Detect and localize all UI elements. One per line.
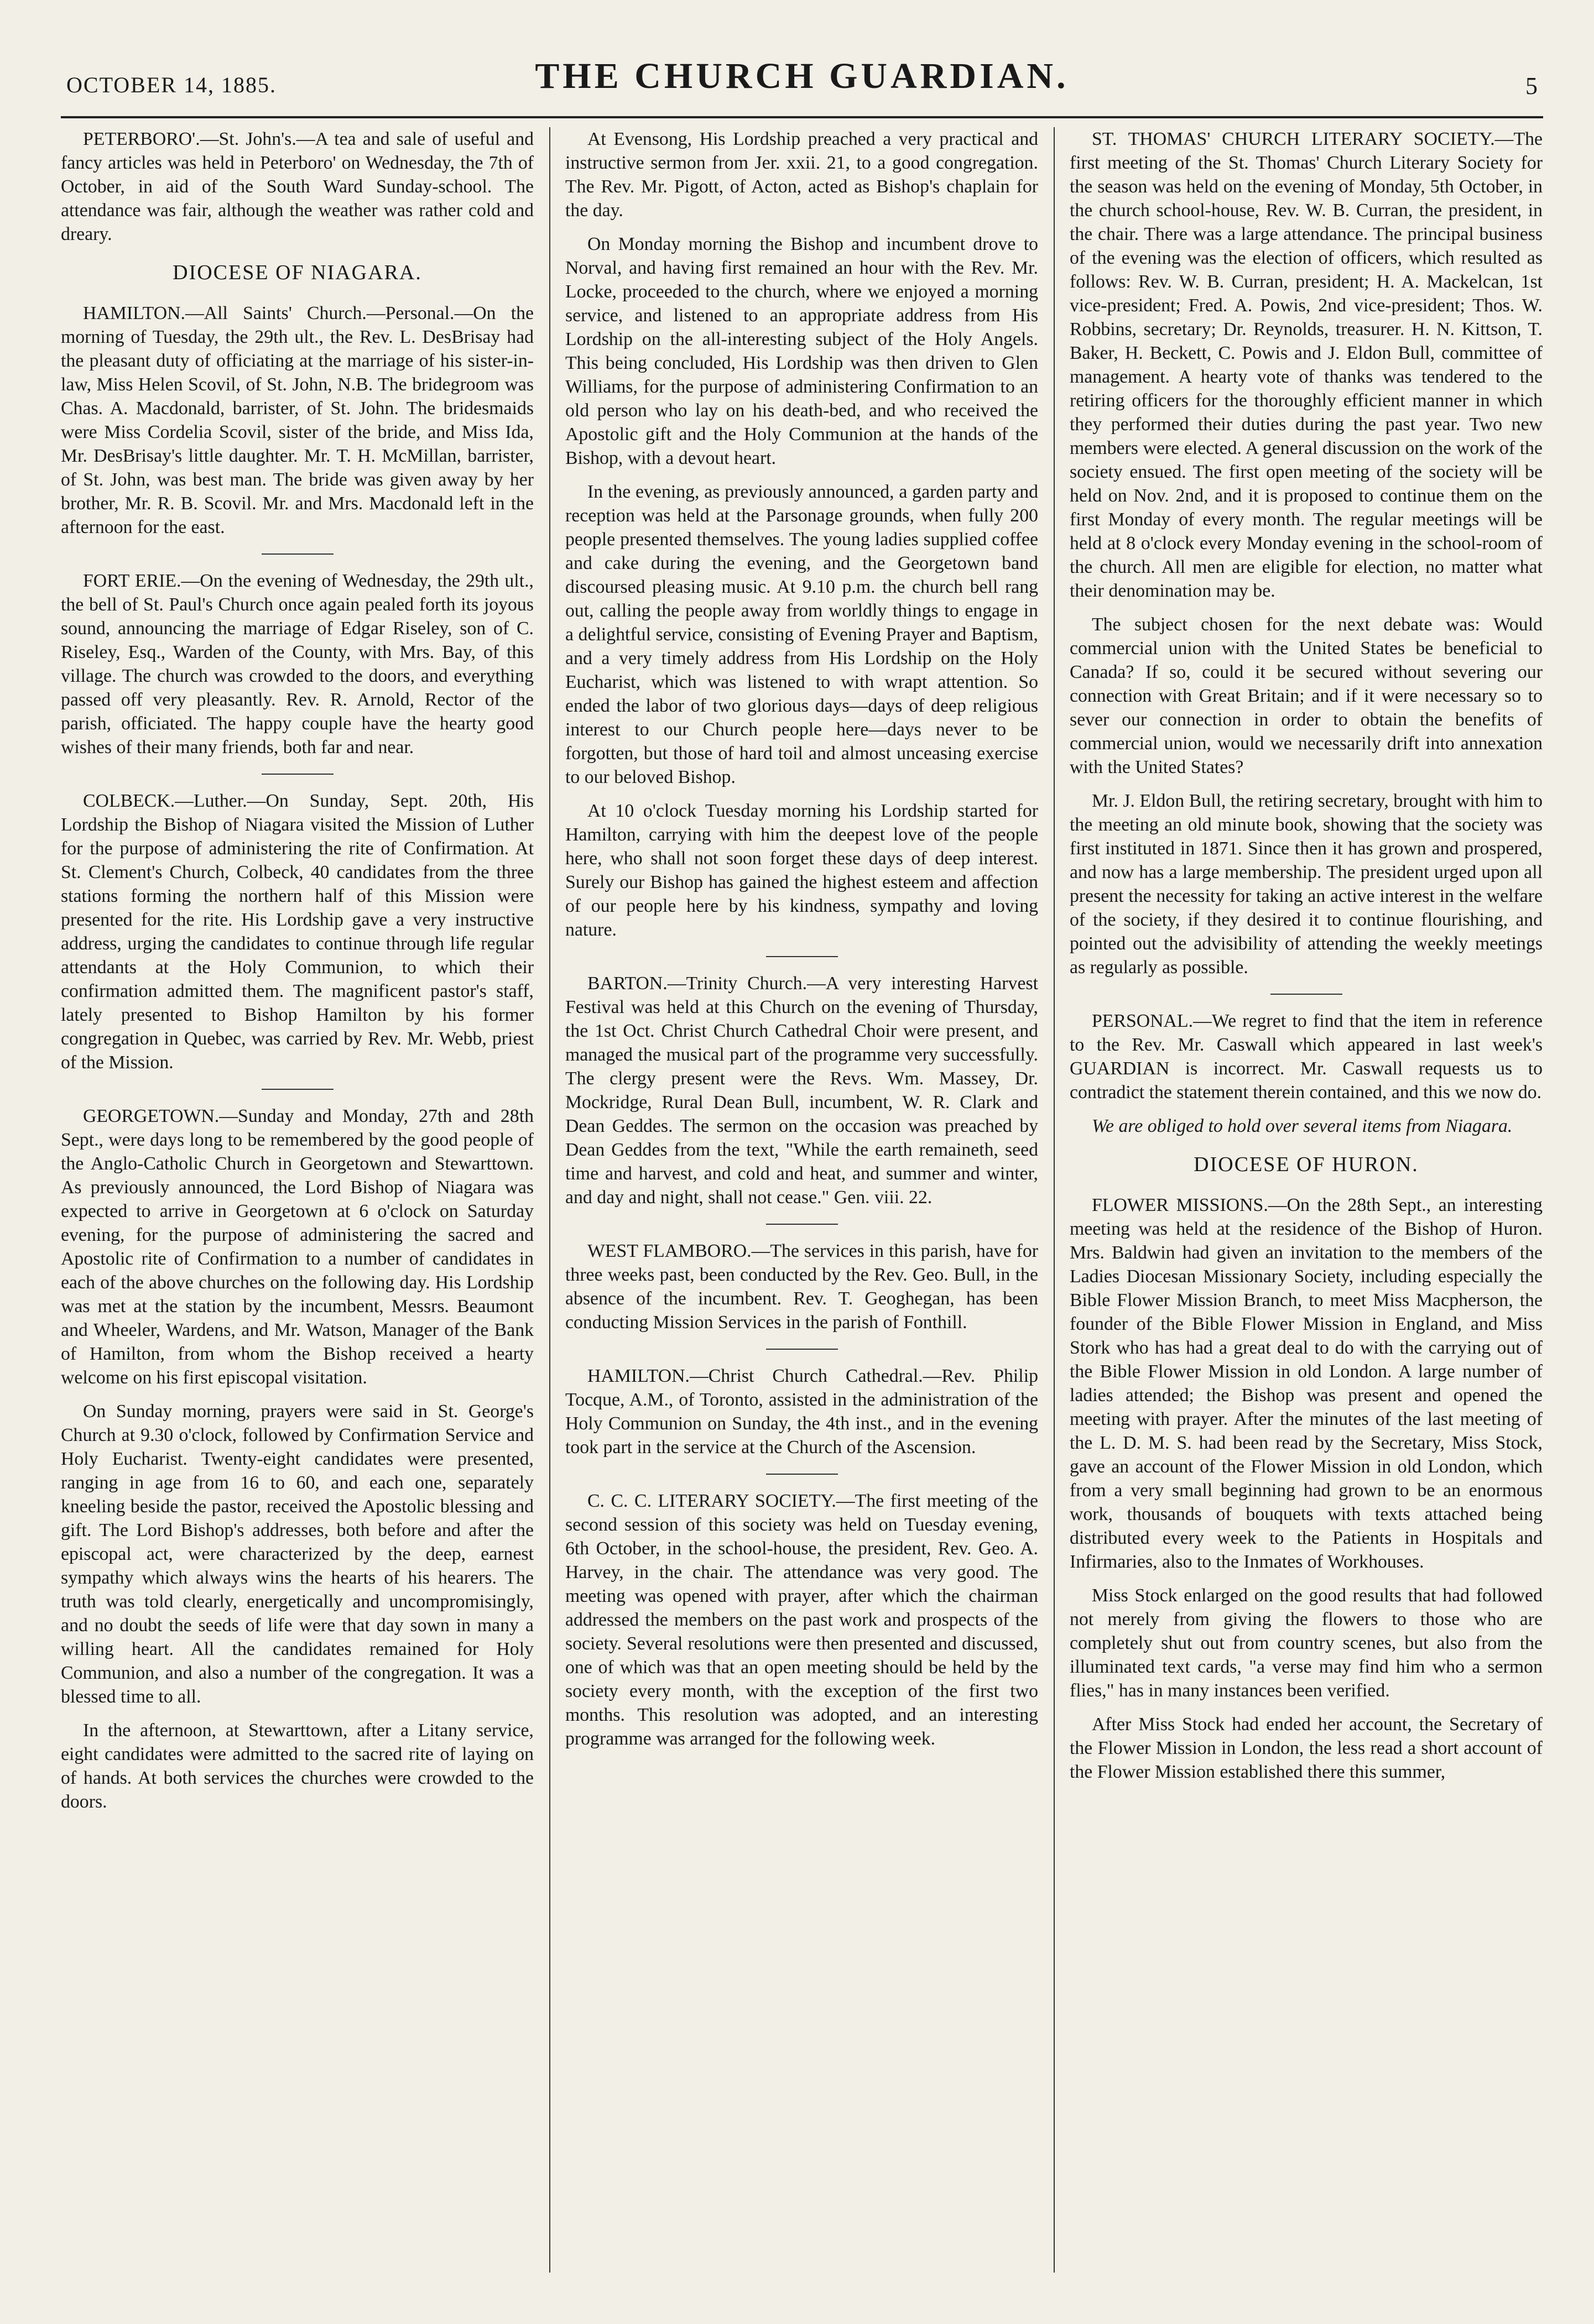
column-1 bbox=[61, 127, 534, 2273]
article-minute-book: Mr. J. Eldon Bull, the retiring secretary, brought with him to the meeting an old minute book, showing that the society was first instituted in 1871. Since then it has grown and prospered, and now has a large membership. The president urged upon all present the necessity for taking an active interest in the welfare of the society, if they desired it to continue flourishing, and pointed out the advisibility of attending the weekly meetings as regularly as possible. bbox=[1070, 791, 1543, 978]
article-columns bbox=[61, 127, 1543, 2273]
divider bbox=[766, 1349, 838, 1350]
section-heading-niagara: DIOCESE OF NIAGARA. bbox=[173, 261, 422, 284]
masthead-title: THE CHURCH GUARDIAN. bbox=[535, 56, 1069, 96]
editorial-note: We are obliged to hold over several items from Niagara. bbox=[1092, 1116, 1513, 1136]
page-number: 5 bbox=[1525, 72, 1538, 100]
divider bbox=[1270, 994, 1342, 995]
article-fort-erie: FORT ERIE.—On the evening of Wednesday, the 29th ult., the bell of St. Paul's Church once again pealed forth its joyous sound, announcing the marriage of Edgar Riseley, son of C. Riseley, Esq., Warden of the County, with Mrs. Bay, of this village. The church was crowded to the doors, and everything passed off very pleasantly. Rev. R. Arnold, Rector of the parish, officiated. The happy couple have the hearty good wishes of their many friends, both far and near. bbox=[61, 571, 534, 758]
article-colbeck: COLBECK.—Luther.—On Sunday, Sept. 20th, His Lordship the Bishop of Niagara visited the Mission of Luther for the purpose of administering the rite of Confirmation. At St. Clement's Church, Colbeck, 40 candidates from the three stations forming the northern half of this Mission were presented for the rite. His Lordship gave a very instructive address, urging the candidates to continue through life regular attendants at the Holy Communion, to which their confirmation admitted them. The magnificent pastor's staff, lately presented to Bishop Hamilton by his former congregation in Quebec, was carried by Rev. Mr. Webb, priest of the Mission. bbox=[61, 791, 534, 1073]
article-georgetown-sunday: On Sunday morning, prayers were said in St. George's Church at 9.30 o'clock, followed by Confirmation Service and Holy Eucharist. Twenty-eight candidates were presented, ranging in age from 16 to 60, and each one, separately kneeling beside the pastor, received the Apostolic blessing and gift. The Lord Bishop's addresses, both before and after the episcopal act, were characterized by the deep, earnest sympathy which always wins the hearts of his hearers. The truth was told clearly, energetically and uncompromisingly, and no doubt the seeds of life were that day sown in many a willing heart. All the candidates remained for Holy Communion, and also a number of the congregation. It was a blessed time to all. bbox=[61, 1401, 534, 1707]
column-rule bbox=[1054, 127, 1055, 2273]
divider bbox=[766, 956, 838, 957]
article-west-flamboro: WEST FLAMBORO.—The services in this parish, have for three weeks past, been conducted by the Rev. Geo. Bull, in the absence of the incumbent. Rev. T. Geoghegan, has been conducting Mission Services in the parish of Fonthill. bbox=[565, 1241, 1038, 1333]
column-rule bbox=[549, 127, 550, 2273]
article-georgetown-afternoon: In the afternoon, at Stewarttown, after a Litany service, eight candidates were admitted to the sacred rite of laying on of hands. At both services the churches were crowded to the doors. bbox=[61, 1720, 534, 1812]
article-ccc-literary-society: C. C. C. LITERARY SOCIETY.—The first meeting of the second session of this society was held on Tuesday evening, 6th October, in the school-house, the president, Rev. Geo. A. Harvey, in the chair. The attendance was very good. The meeting was opened with prayer, after which the chairman addressed the members on the past work and prospects of the society. Several resolutions were then presented and discussed, one of which was that an open meeting should be held by the society every month, with the exception of the first two months. This resolution was adopted, and an interesting programme was arranged for the following week. bbox=[565, 1491, 1038, 1749]
divider bbox=[262, 1089, 334, 1090]
article-georgetown-evensong: At Evensong, His Lordship preached a very practical and instructive sermon from Jer. xxii. 21, to a good congregation. The Rev. Mr. Pigott, of Acton, acted as Bishop's chaplain for the day. bbox=[565, 129, 1038, 221]
article-personal: PERSONAL.—We regret to find that the item in reference to the Rev. Mr. Caswall which appeared in last week's GUARDIAN is incorrect. Mr. Caswall requests us to contradict the statement therein contained, and this we now do. bbox=[1070, 1011, 1543, 1103]
divider bbox=[262, 774, 334, 775]
article-barton: BARTON.—Trinity Church.—A very interesting Harvest Festival was held at this Church on the evening of Thursday, the 1st Oct. Christ Church Cathedral Choir were present, and managed the musical part of the programme very successfully. The clergy present were the Revs. Wm. Massey, Dr. Mockridge, Rural Dean Bull, incumbent, W. R. Clark and Dean Geddes. The sermon on the occasion was preached by Dean Geddes from the text, "While the earth remaineth, seed time and harvest, and cold and heat, and summer and winter, and day and night, shall not cease." Gen. viii. 22. bbox=[565, 973, 1038, 1208]
article-st-thomas-literary-society: ST. THOMAS' CHURCH LITERARY SOCIETY.—The first meeting of the St. Thomas' Church Literary Society for the season was held on the evening of Monday, 5th October, in the church school-house, Rev. W. B. Curran, the president, in the chair. There was a large attendance. The principal business of the evening was the election of officers, which resulted as follows: Rev. W. B. Curran, president; H. A. Mackelcan, 1st vice-president; Fred. A. Powis, 2nd vice-president; Thos. W. Robbins, secretary; Dr. Reynolds, treasurer. H. N. Kittson, T. Baker, H. Beckett, C. Powis and J. Eldon Bull, committee of management. A hearty vote of thanks was tendered to the retiring officers for the thoroughly efficient manner in which they performed their duties during the past year. Two new members were elected. A general discussion on the work of the society ensued. The first open meeting of the society will be held on Nov. 2nd, and it is proposed to continue them on the first Monday of every month. The regular meetings will be held at 8 o'clock every Monday evening in the school-room of the church. All men are eligible for election, no matter what their denomination may be. bbox=[1070, 129, 1543, 601]
column-2 bbox=[565, 127, 1038, 2273]
article-georgetown-evening: In the evening, as previously announced, a garden party and reception was held at the Parsonage grounds, when fully 200 people presented themselves. The young ladies supplied coffee and cake during the evening, and the Georgetown band discoursed pleasing music. At 9.10 p.m. the church bell rang out, calling the people away from worldly things to engage in a delightful service, consisting of Evening Prayer and Baptism, and a very timely address from His Lordship on the Holy Eucharist, which was listened to with wrapt attention. So ended the labor of two glorious days—days of deep religious interest to our Church people here—days never to be forgotten, but those of hard toil and almost unceasing exercise to our beloved Bishop. bbox=[565, 482, 1038, 787]
section-heading-huron: DIOCESE OF HURON. bbox=[1194, 1153, 1419, 1176]
page-header bbox=[61, 39, 1543, 118]
article-hamilton-all-saints: HAMILTON.—All Saints' Church.—Personal.—On the morning of Tuesday, the 29th ult., the Rev. L. DesBrisay had the pleasant duty of officiating at the marriage of his sister-in-law, Miss Helen Scovil, of St. John, N.B. The bridegroom was Chas. A. Macdonald, barrister, of St. John. The bridesmaids were Miss Cordelia Scovil, sister of the bride, and Miss Ida, Mr. DesBrisay's little daughter. Mr. T. H. McMillan, barrister, of St. John, was best man. The bride was given away by her brother, Mr. R. B. Scovil. Mr. and Mrs. Macdonald left in the afternoon for the east. bbox=[61, 303, 534, 537]
divider bbox=[766, 1474, 838, 1475]
article-peterboro: PETERBORO'.—St. John's.—A tea and sale of useful and fancy articles was held in Peterboro' on Wednesday, the 7th of October, in aid of the South Ward Sunday-school. The attendance was fair, although the weather was rather cold and dreary. bbox=[61, 129, 534, 244]
article-georgetown-monday: On Monday morning the Bishop and incumbent drove to Norval, and having first remained an hour with the Rev. Mr. Locke, proceeded to the church, where we enjoyed a morning service, and listened to an appropriate address from His Lordship on the all-interesting subject of the Holy Angels. This being concluded, His Lordship was then driven to Glen Williams, for the purpose of administering Confirmation to an old person who lay on his death-bed, and who received the Apostolic gift and the Holy Communion at the hands of the Bishop, with a devout heart. bbox=[565, 234, 1038, 468]
article-georgetown-tuesday: At 10 o'clock Tuesday morning his Lordship started for Hamilton, carrying with him the deepest love of the people here, who shall not soon forget these days of deep interest. Surely our Bishop has gained the highest esteem and affection of our people here by his kindness, sympathy and loving nature. bbox=[565, 801, 1038, 940]
divider bbox=[262, 553, 334, 555]
article-flower-missions: FLOWER MISSIONS.—On the 28th Sept., an interesting meeting was held at the residence of the Bishop of Huron. Mrs. Baldwin had given an invitation to the members of the Ladies Diocesan Missionary Society, including especially the Bible Flower Mission Branch, to meet Miss Macpherson, the founder of the Bible Flower Mission in England, and Miss Stork who has had a great deal to do with the carrying out of the Bible Flower Mission in old London. A large number of ladies attended; the Bishop was present and opened the meeting with prayer. After the minutes of the last meeting of the L. D. M. S. had been read by the Secretary, Miss Stock, gave an account of the Flower Mission in old London, which from a very small beginning had grown to be an enormous work, thousands of bouquets with texts attached being distributed every week to the Patients in Hospitals and Infirmaries, also to the Inmates of Workhouses. bbox=[1070, 1195, 1543, 1572]
article-flower-missions-london: After Miss Stock had ended her account, the Secretary of the Flower Mission in London, the less read a short account of the Flower Mission established there this summer, bbox=[1070, 1714, 1543, 1782]
article-hamilton-christ-church: HAMILTON.—Christ Church Cathedral.—Rev. Philip Tocque, A.M., of Toronto, assisted in the administration of the Holy Communion on Sunday, the 4th inst., and in the evening took part in the service at the Church of the Ascension. bbox=[565, 1366, 1038, 1458]
issue-date: OCTOBER 14, 1885. bbox=[66, 72, 277, 97]
divider bbox=[766, 1224, 838, 1225]
article-flower-missions-results: Miss Stock enlarged on the good results that had followed not merely from giving the flowers to those who are completely shut out from country scenes, but also from the illuminated text cards, "a verse may find him who a sermon flies," has in many instances been verified. bbox=[1070, 1585, 1543, 1701]
article-debate-subject: The subject chosen for the next debate was: Would commercial union with the United States be beneficial to Canada? If so, could it be secured without severing our connection with Great Britain; and if it were necessary so to sever our connection in order to obtain the benefits of commercial union, would we necessarily drift into annexation with the United States? bbox=[1070, 614, 1543, 777]
article-georgetown: GEORGETOWN.—Sunday and Monday, 27th and 28th Sept., were days long to be remembered by the good people of the Anglo-Catholic Church in Georgetown and Stewarttown. As previously announced, the Lord Bishop of Niagara was expected to arrive in Georgetown at 6 o'clock on Saturday evening, for the purpose of administering the sacred and Apostolic rite of Confirmation to a number of candidates in each of the above churches on the following day. His Lordship was met at the station by the incumbent, Messrs. Beaumont and Wheeler, Wardens, and Mr. Watson, Manager of the Bank of Hamilton, from whom the Bishop received a hearty welcome on his first episcopal visitation. bbox=[61, 1106, 534, 1388]
column-3 bbox=[1070, 127, 1543, 2273]
